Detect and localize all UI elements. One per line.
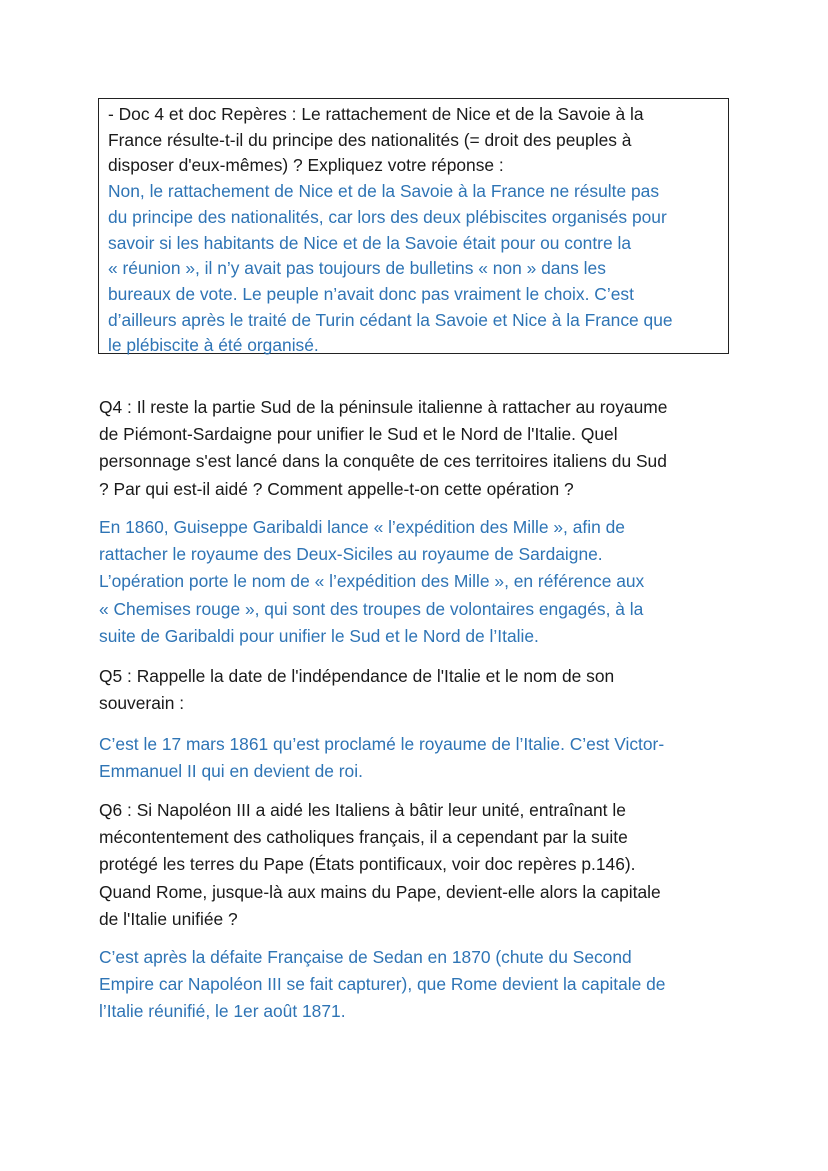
q4-answer-line: L’opération porte le nom de « l’expédition des Mille », en référence aux bbox=[99, 571, 645, 592]
q4-question bbox=[99, 394, 739, 503]
q4-answer-line: rattacher le royaume des Deux-Siciles au royaume de Sardaigne. bbox=[99, 544, 603, 565]
q6-question bbox=[99, 797, 739, 933]
q4-answer-line: suite de Garibaldi pour unifier le Sud et le Nord de l’Italie. bbox=[99, 625, 539, 646]
q6-question-line: Q6 : Si Napoléon III a aidé les Italiens à bâtir leur unité, entraînant le bbox=[99, 800, 626, 820]
q6-answer-line: l’Italie réunifié, le 1er août 1871. bbox=[99, 1001, 346, 1022]
doc4-answer-line: du principe des nationalités, car lors des deux plébiscites organisés pour bbox=[108, 206, 667, 227]
doc4-question-line: - Doc 4 et doc Repères : Le rattachement de Nice et de la Savoie à la bbox=[108, 104, 644, 124]
doc4-answer-line: bureaux de vote. Le peuple n’avait donc pas vraiment le choix. C’est bbox=[108, 283, 634, 304]
q5-answer-line: C’est le 17 mars 1861 qu’est proclamé le royaume de l’Italie. C’est Victor- bbox=[99, 734, 665, 754]
q4-question-line: Q4 : Il reste la partie Sud de la péninsule italienne à rattacher au royaume bbox=[99, 397, 668, 417]
q6-question-line: Quand Rome, jusque-là aux mains du Pape, devient-elle alors la capitale bbox=[99, 881, 661, 902]
q6-answer-line: Empire car Napoléon III se fait capturer), que Rome devient la capitale de bbox=[99, 974, 666, 995]
q4-question-line: ? Par qui est-il aidé ? Comment appelle-t-on cette opération ? bbox=[99, 478, 574, 499]
q4-question-line: personnage s'est lancé dans la conquête de ces territoires italiens du Sud bbox=[99, 451, 667, 472]
doc4-answer-line: d’ailleurs après le traité de Turin cédant la Savoie et Nice à la France que bbox=[108, 309, 673, 330]
q6-question-line: mécontentement des catholiques français, il a cependant par la suite bbox=[99, 827, 628, 848]
q4-question-line: de Piémont-Sardaigne pour unifier le Sud et le Nord de l'Italie. Quel bbox=[99, 424, 618, 445]
q4-answer bbox=[99, 514, 739, 650]
doc4-question-box bbox=[98, 98, 729, 354]
doc4-answer-line: Non, le rattachement de Nice et de la Savoie à la France ne résulte pas bbox=[108, 181, 660, 202]
doc4-answer-line: le plébiscite à été organisé. bbox=[108, 335, 319, 356]
q4-answer-line: « Chemises rouge », qui sont des troupes de volontaires engagés, à la bbox=[99, 598, 644, 619]
q5-answer-line: Emmanuel II qui en devient de roi. bbox=[99, 761, 363, 782]
q5-question-line: Q5 : Rappelle la date de l'indépendance de l'Italie et le nom de son bbox=[99, 666, 615, 686]
doc4-question-line: disposer d'eux-mêmes) ? Expliquez votre réponse : bbox=[108, 155, 504, 176]
doc4-answer-line: savoir si les habitants de Nice et de la Savoie était pour ou contre la bbox=[108, 232, 631, 253]
q5-question bbox=[99, 663, 739, 717]
q6-question-line: de l'Italie unifiée ? bbox=[99, 908, 238, 929]
q5-answer bbox=[99, 731, 739, 785]
q4-answer-line: En 1860, Guiseppe Garibaldi lance « l’expédition des Mille », afin de bbox=[99, 517, 625, 537]
q6-question-line: protégé les terres du Pape (États pontificaux, voir doc repères p.146). bbox=[99, 854, 636, 875]
q6-answer bbox=[99, 944, 739, 1026]
doc4-answer-line: « réunion », il n’y avait pas toujours de bulletins « non » dans les bbox=[108, 258, 606, 279]
q5-question-line: souverain : bbox=[99, 693, 185, 714]
q6-answer-line: C’est après la défaite Française de Sedan en 1870 (chute du Second bbox=[99, 947, 632, 967]
doc4-question-line: France résulte-t-il du principe des nationalités (= droit des peuples à bbox=[108, 129, 632, 150]
